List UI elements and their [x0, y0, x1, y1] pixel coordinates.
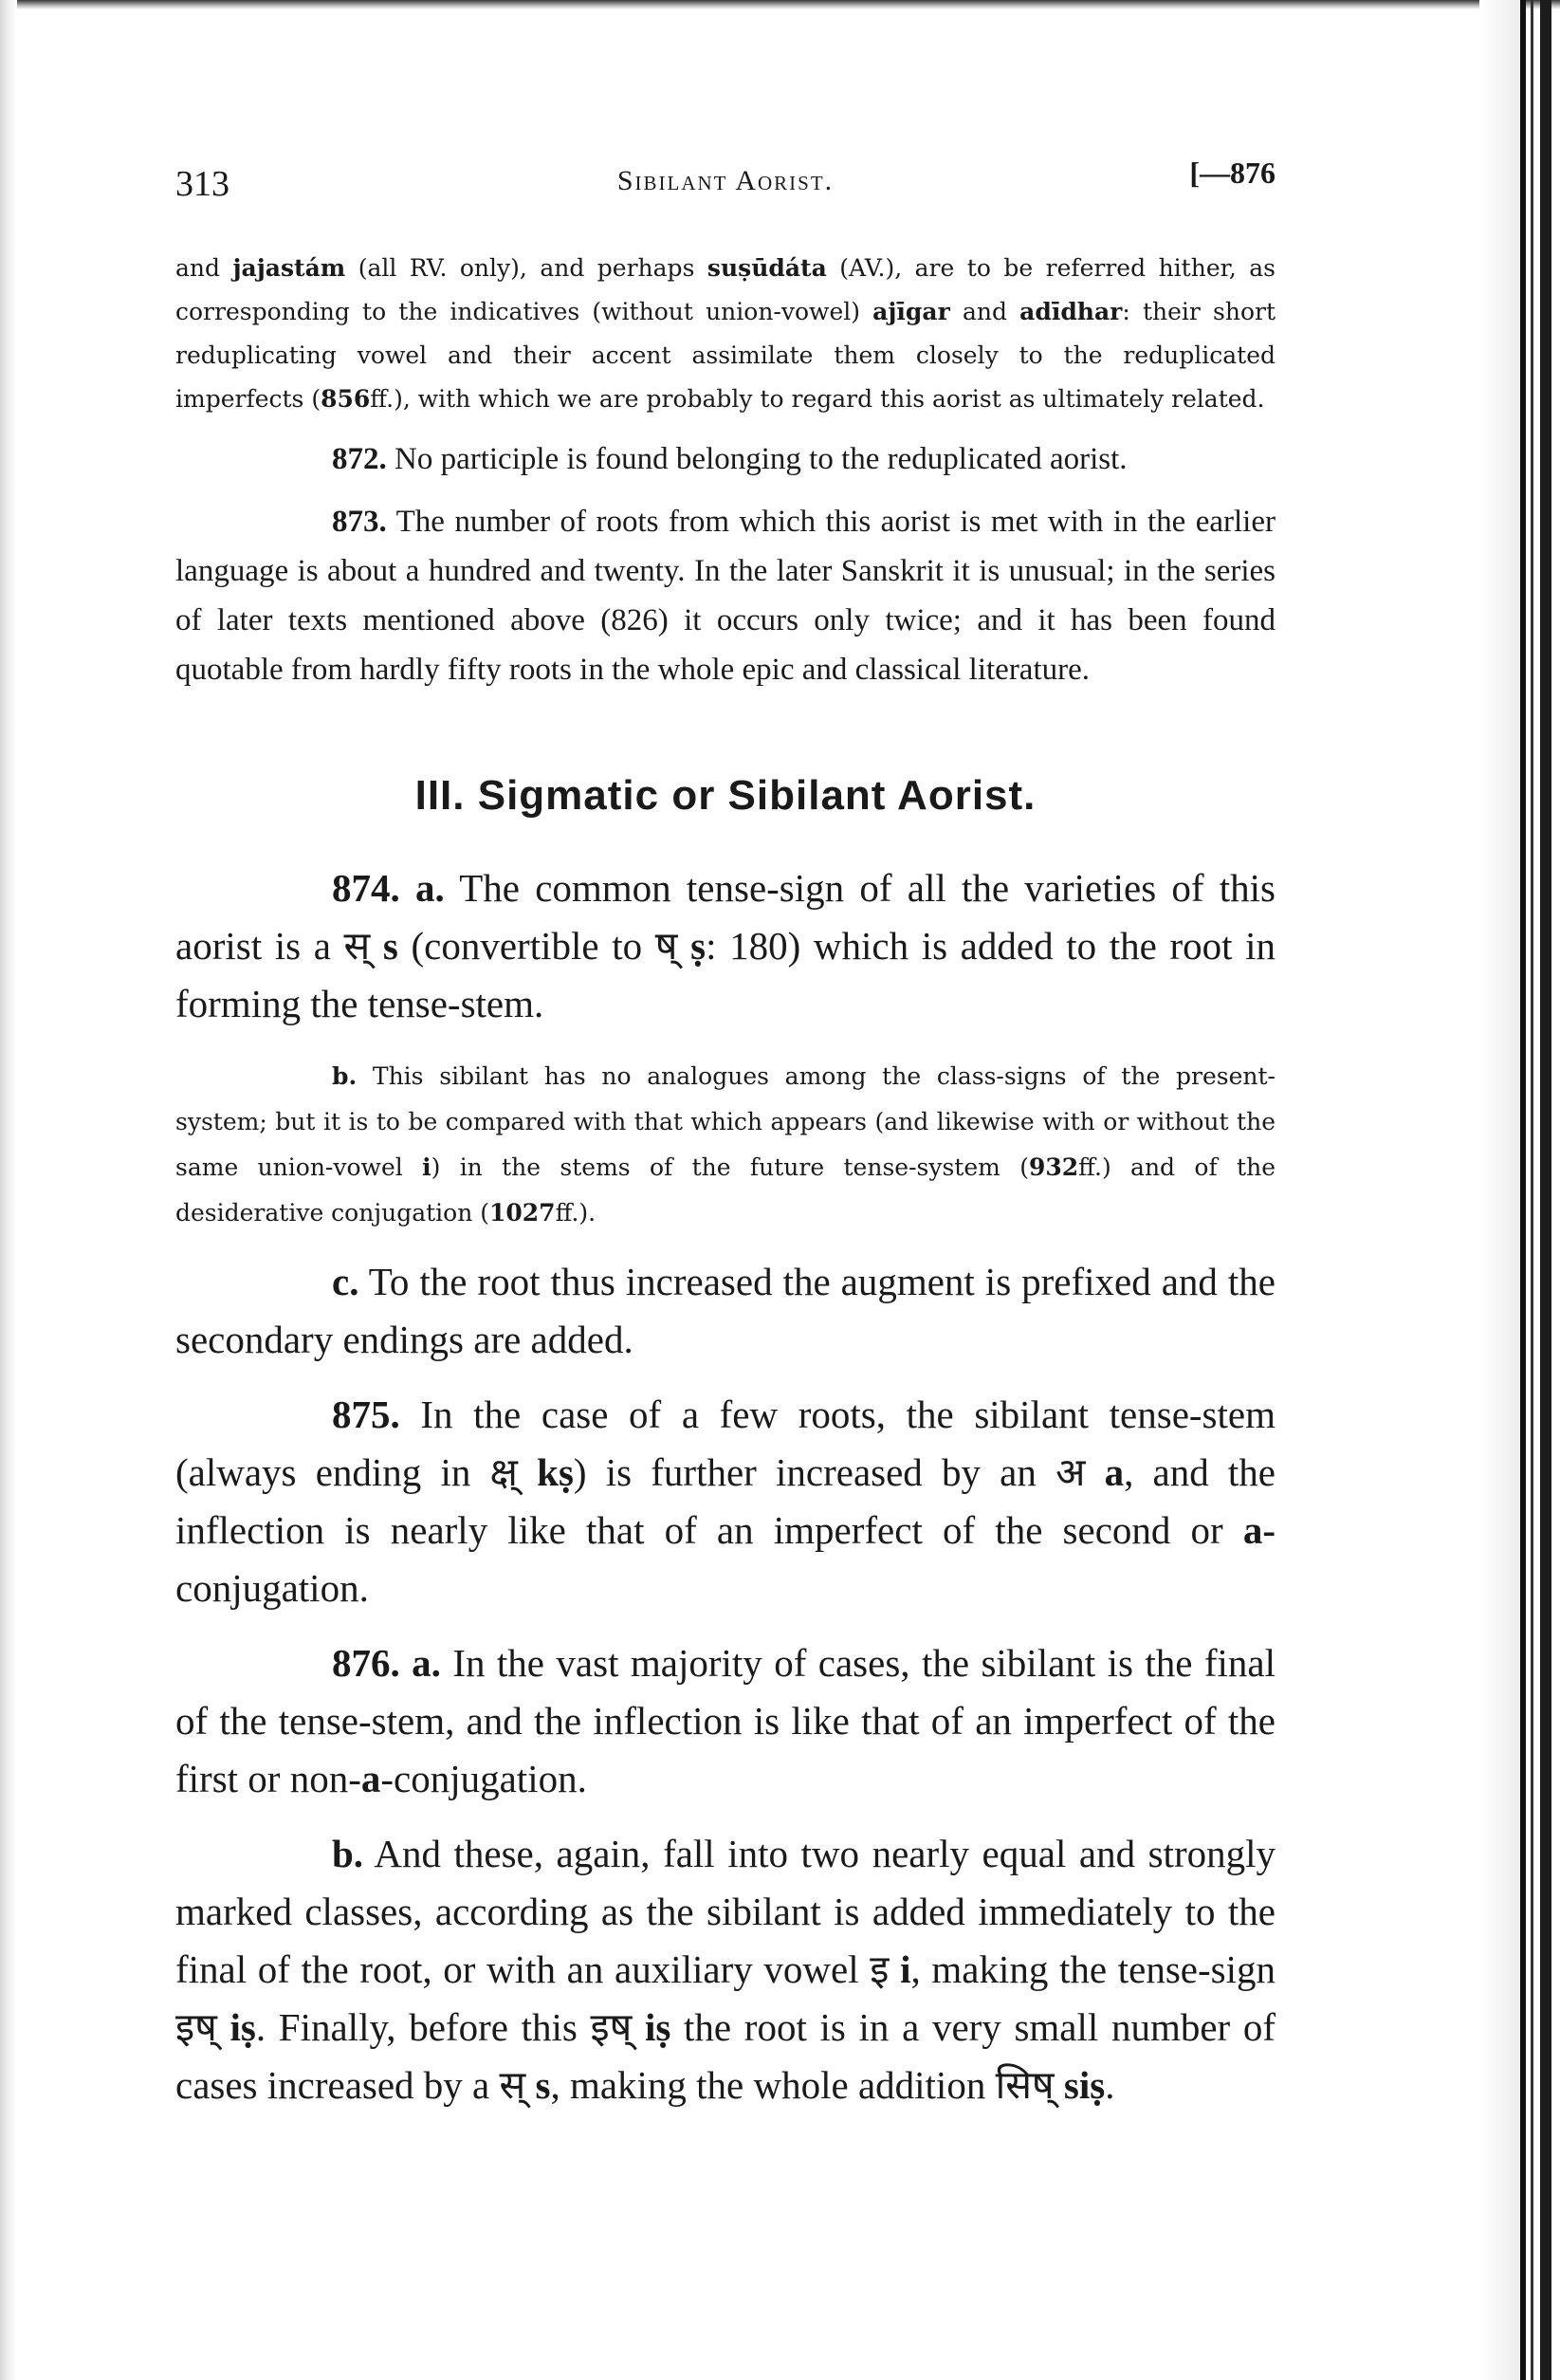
devanagari-glyph: स् [343, 924, 371, 968]
devanagari-glyph: ष् [654, 924, 678, 968]
paragraph-873: 873. The number of roots from which this aorist is met with in the earlier language is about a hundred and twenty. In the later Sanskrit it is unusual; in the series of later texts mentioned above (826) it occurs only twice; and it has been found quotable from hardly fifty roots in the whole epic and classical literature. [175, 505, 1276, 687]
book-spine-edge [1540, 0, 1551, 2380]
book-spine-edge [1520, 0, 1526, 2380]
cross-reference: 1027 [489, 1199, 556, 1227]
cross-reference: 932 [1028, 1153, 1079, 1181]
devanagari-glyph: सिष् [995, 2063, 1055, 2107]
running-head [175, 142, 1276, 209]
scan-left-edge [0, 0, 17, 2380]
scan-top-edge [0, 0, 1560, 9]
devanagari-glyph: इष् [175, 2005, 217, 2049]
paragraph-876a: 876. a. In the vast majority of cases, the sibilant is the final of the tense-stem, and the inflection is like that of an imperfect of the first or non-a-conjugation. [175, 1641, 1276, 1800]
devanagari-glyph: क्ष् [489, 1450, 518, 1494]
page-number: 313 [175, 164, 229, 204]
book-spine-edge [1531, 0, 1533, 2380]
paragraph-874b: b. This sibilant has no analogues among the class-signs of the present-system; but it is to be compared with that which appears (and likewise with or without the same union-vowel i) in the stems of the future tense-system (932ff.) and of the desiderative conjugation (1027ff.). [175, 1062, 1276, 1227]
section-number: 874. [332, 866, 400, 910]
paragraph-876b: b. And these, again, fall into two nearly equal and strongly marked classes, according as the sibilant is added immediately to the final of the root, or with an auxiliary vowel इ i, making the tense-sign इष् iṣ. Finally, before this इष् iṣ the root is in a very small number of cases increased by a स् s, making the whole addition सिष् siṣ. [175, 1832, 1276, 2107]
running-title: Sibilant Aorist. [616, 165, 835, 196]
devanagari-glyph: इष् [590, 2005, 633, 2049]
paragraph-871-continued: and jajastám (all RV. only), and perhaps suṣūdáta (AV.), are to be referred hither, as corresponding to the indicatives (without union-vowel) ajīgar and adīdhar: their short reduplicating vowel and their accent assimilate them closely to the reduplicated imperfects (856ff.), with which we are probably to regard this aorist as ultimately related. [175, 254, 1276, 413]
paragraph-874a: 874. a. The common tense-sign of all the varieties of this aorist is a स् s (convertible to ष् ṣ: 180) which is added to the root in forming the tense-stem. [175, 866, 1276, 1025]
section-number: 872. [332, 442, 387, 476]
devanagari-glyph: अ [1055, 1450, 1086, 1494]
book-page [175, 142, 1276, 2114]
spine-shadow [1479, 0, 1520, 2380]
section-number: 875. [332, 1393, 400, 1436]
section-reference: [—876 [1189, 156, 1276, 190]
paragraph-874c: c. To the root thus increased the augment is prefixed and the secondary endings are added. [175, 1260, 1276, 1361]
devanagari-glyph: इ [870, 1947, 890, 1991]
paragraph-875: 875. In the case of a few roots, the sibilant tense-stem (always ending in क्ष् kṣ) is further increased by an अ a, and the inflection is nearly like that of an imperfect of the second or a- conjugation. [175, 1393, 1276, 1610]
cross-reference: 856 [321, 385, 371, 413]
devanagari-glyph: स् [499, 2063, 526, 2107]
paragraph-872: 872. No participle is found belonging to the reduplicated aorist. [332, 442, 1128, 476]
section-number: 876. [332, 1641, 400, 1685]
cross-reference: 826 [611, 603, 658, 637]
section-heading: III. Sigmatic or Sibilant Aorist. [414, 772, 1037, 819]
section-number: 873. [332, 505, 387, 539]
